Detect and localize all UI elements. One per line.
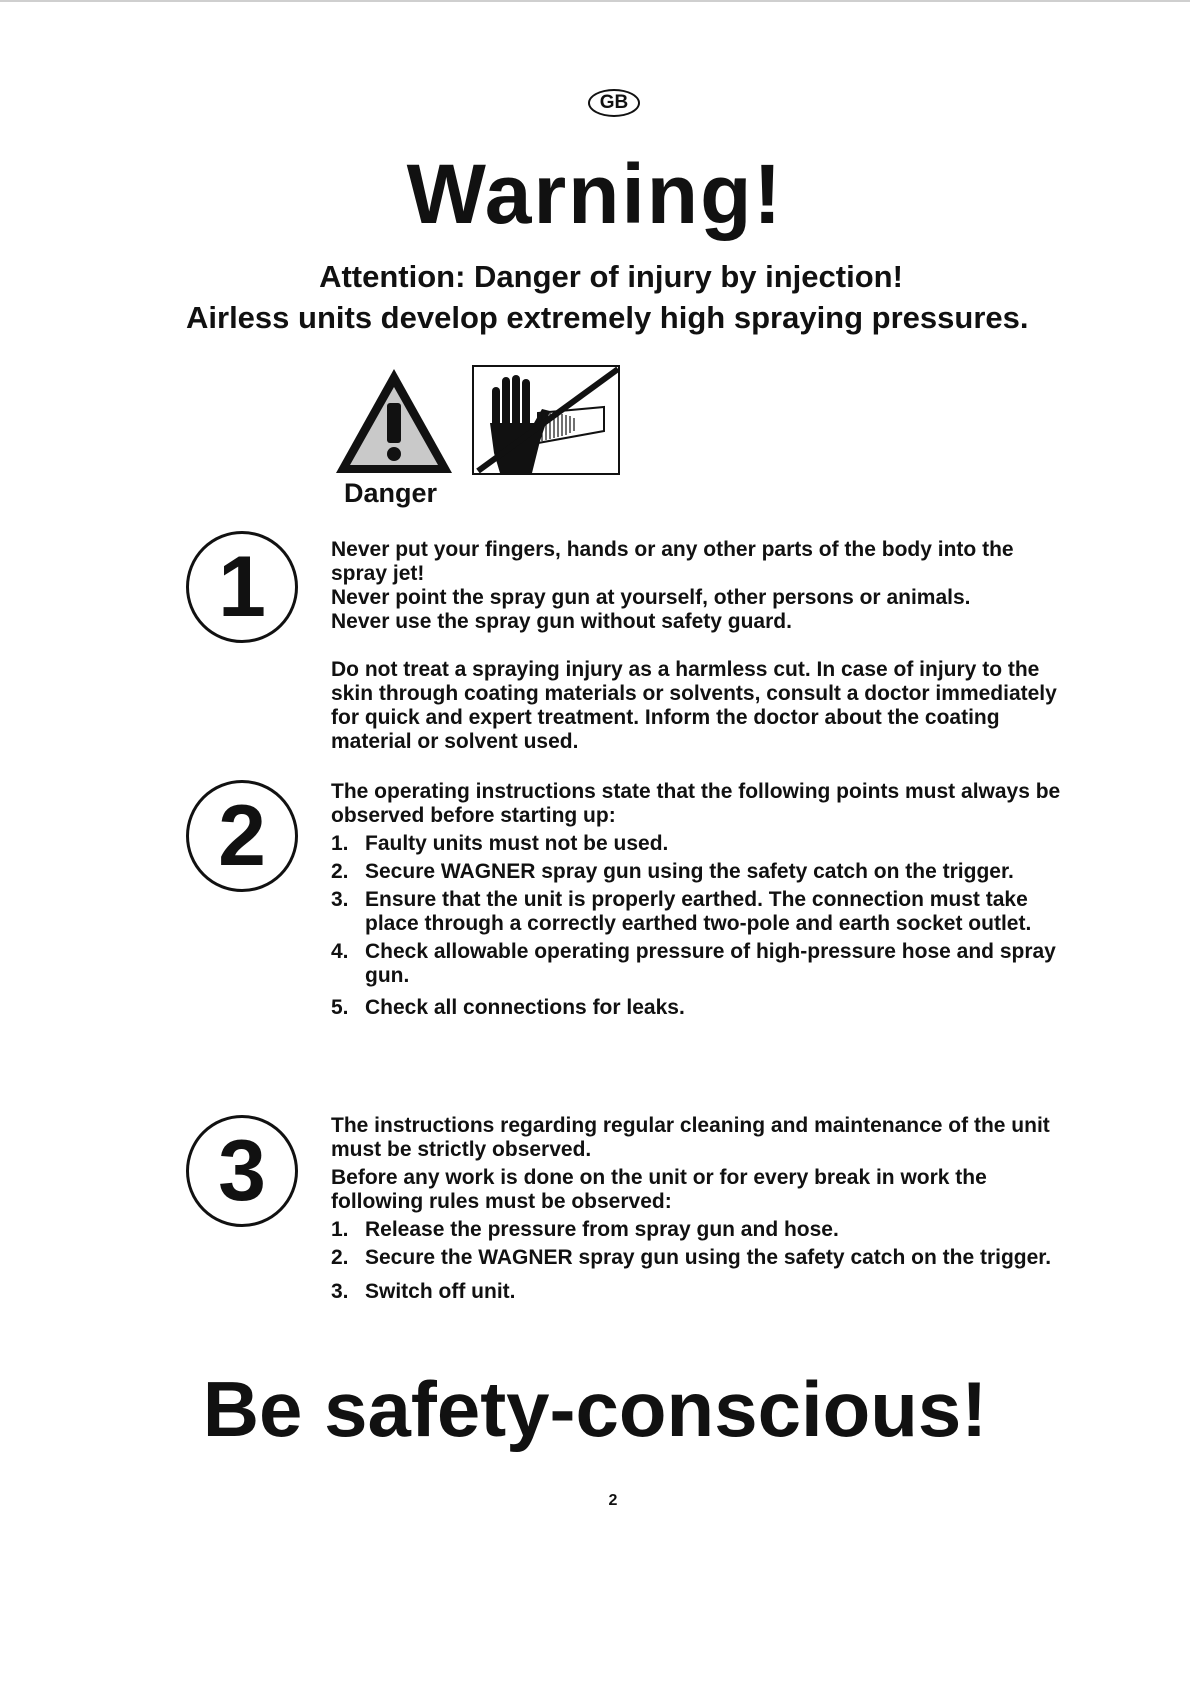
step-text: Secure the WAGNER spray gun using the safety catch on the trigger. (365, 1246, 1052, 1269)
step-number: 1. (331, 832, 349, 855)
list-item (331, 888, 1061, 936)
top-rule (0, 0, 1190, 2)
subtitle-injection: Attention: Danger of injury by injection! (319, 259, 903, 294)
step-number: 3. (331, 888, 349, 911)
list-item (331, 1280, 1061, 1304)
list-item (331, 1218, 1061, 1242)
step-number: 5. (331, 996, 349, 1019)
warning-triangle-icon (332, 365, 456, 477)
step-number: 2. (331, 860, 349, 883)
section-1-line: Never put your fingers, hands or any other parts of the body into the spray jet! (331, 538, 1014, 585)
list-item (331, 1246, 1061, 1270)
danger-label: Danger (344, 478, 438, 508)
step-text: Switch off unit. (365, 1280, 516, 1303)
section-3-text (331, 1114, 1061, 1304)
country-badge: GB (588, 89, 640, 117)
section-number-1: 1 (186, 531, 298, 643)
page-number: 2 (608, 1492, 618, 1509)
hand-in-spray-jet-icon (472, 365, 620, 475)
section-1-line: Never point the spray gun at yourself, other persons or animals. (331, 586, 971, 609)
step-text: Secure WAGNER spray gun using the safety catch on the trigger. (365, 860, 1014, 883)
injury-treatment-paragraph: Do not treat a spraying injury as a harmless cut. In case of injury to the skin through coating materials or solvents, consult a doctor immediately for quick and expert treatment. Inform the doctor about the coating material or solvent used. (331, 658, 1057, 753)
list-item (331, 940, 1061, 988)
section-2-intro: The operating instructions state that the following points must always be observed before starting up: (331, 780, 1061, 827)
step-number: 1. (331, 1218, 349, 1241)
subtitle-pressure: Airless units develop extremely high spraying pressures. (186, 300, 1029, 335)
startup-steps-list (331, 832, 1061, 1020)
section-1-line: Never use the spray gun without safety guard. (331, 610, 792, 633)
maintenance-steps-list (331, 1218, 1061, 1304)
list-item (331, 832, 1061, 856)
section-number-2: 2 (186, 780, 298, 892)
section-number-3: 3 (186, 1115, 298, 1227)
page-title: Warning! (406, 147, 784, 241)
step-text: Faulty units must not be used. (365, 832, 669, 855)
section-3-rules-intro: Before any work is done on the unit or for every break in work the following rules must be observed: (331, 1166, 987, 1213)
step-text: Ensure that the unit is properly earthed. The connection must take place through a correctly earthed two-pole and earth socket outlet. (365, 888, 1032, 935)
step-text: Check all connections for leaks. (365, 996, 685, 1019)
section-3-intro: The instructions regarding regular cleaning and maintenance of the unit must be strictly observed. (331, 1114, 1050, 1161)
step-number: 2. (331, 1246, 349, 1269)
list-item (331, 996, 1061, 1020)
step-text: Check allowable operating pressure of high-pressure hose and spray gun. (365, 940, 1056, 987)
section-1-text (331, 538, 1061, 754)
step-text: Release the pressure from spray gun and hose. (365, 1218, 839, 1241)
safety-slogan: Be safety-conscious! (202, 1365, 988, 1453)
step-number: 4. (331, 940, 349, 963)
step-number: 3. (331, 1280, 349, 1303)
list-item (331, 860, 1061, 884)
section-2-text (331, 780, 1061, 1020)
